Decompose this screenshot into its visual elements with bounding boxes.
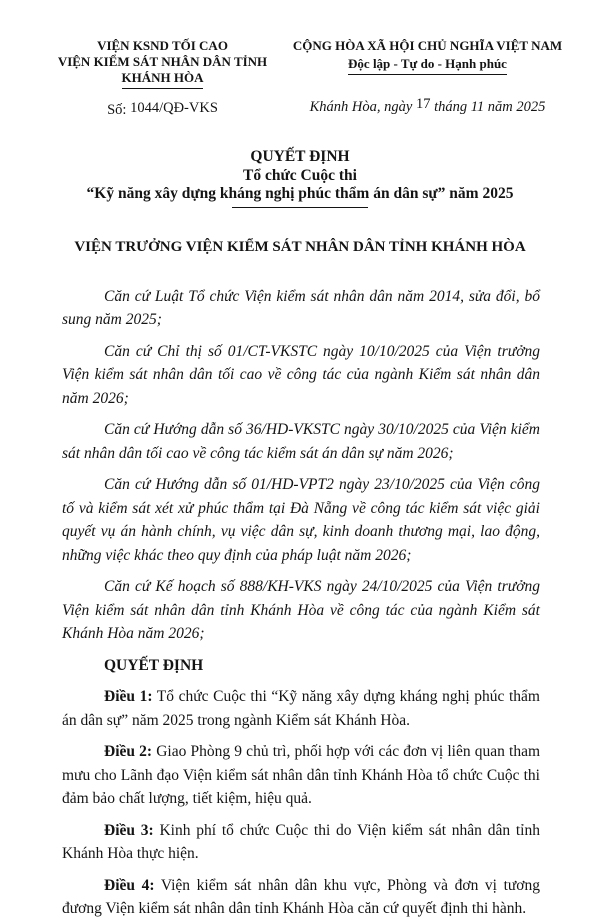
preamble-citation: Căn cứ Hướng dẫn số 01/HD-VPT2 ngày 23/10/2025 của Viện công tố và kiểm sát xét xử phúc thẩm tại Đà Nẵng về công tác kiểm sát việc giải quyết vụ án hành chính, vụ việc dân sự, kinh doanh thương mại, lao động, những việc khác theo quy định của pháp luật năm 2026;	[62, 476, 540, 564]
article-paragraph	[62, 819, 540, 866]
document-body	[0, 285, 600, 921]
preamble-citation: Căn cứ Hướng dẫn số 36/HD-VKSTC ngày 30/10/2025 của Viện kiểm sát nhân dân tối cao về công tác kiểm sát án dân sự năm 2026;	[62, 421, 540, 462]
document-type-title: QUYẾT ĐỊNH	[250, 148, 350, 165]
article-label: Điều 1:	[104, 688, 153, 705]
agency-province-underline: KHÁNH HÒA	[122, 70, 204, 89]
issue-date-line	[285, 96, 570, 116]
title-separator-line	[232, 207, 368, 208]
preamble-citation: Căn cứ Kế hoạch số 888/KH-VKS ngày 24/10/2025 của Viện trưởng Viện kiểm sát nhân dân tỉnh Khánh Hòa về công tác của ngành Kiểm sát Khánh Hòa năm 2026;	[62, 578, 540, 642]
issuing-agency-block	[40, 38, 285, 119]
document-number-value: 1044/QĐ-VKS	[130, 100, 218, 116]
article-text: Giao Phòng 9 chủ trì, phối hợp với các đơn vị liên quan tham mưu cho Lãnh đạo Viện kiểm sát nhân dân tỉnh Khánh Hòa tổ chức Cuộc thi đảm bảo chất lượng, tiết kiệm, hiệu quả.	[62, 743, 540, 807]
article-text: Kinh phí tổ chức Cuộc thi do Viện kiểm sát nhân dân tỉnh Khánh Hòa thực hiện.	[62, 821, 540, 862]
agency-province	[40, 70, 285, 89]
document-title-block	[0, 148, 600, 208]
article-label: Điều 2:	[104, 743, 153, 760]
preamble-citation: Căn cứ Luật Tổ chức Viện kiểm sát nhân dân năm 2014, sửa đổi, bổ sung năm 2025;	[62, 287, 540, 328]
article-paragraph	[62, 685, 540, 732]
decision-section-heading: QUYẾT ĐỊNH	[104, 656, 204, 674]
document-number-label: Số:	[107, 102, 127, 118]
article-label: Điều 3:	[104, 821, 154, 839]
article-paragraph	[62, 874, 540, 921]
national-title: CỘNG HÒA XÃ HỘI CHỦ NGHĨA VIỆT NAM	[292, 38, 563, 53]
national-motto-underline: Độc lập - Tự do - Hạnh phúc	[348, 56, 507, 75]
issue-date-suffix: tháng 11 năm 2025	[434, 99, 546, 115]
article-text: Tổ chức Cuộc thi “Kỹ năng xây dựng kháng nghị phúc thẩm án dân sự” năm 2025 trong ngành Kiểm sát Khánh Hòa.	[62, 688, 540, 729]
preamble-citation: Căn cứ Chỉ thị số 01/CT-VKSTC ngày 10/10/2025 của Viện trưởng Viện kiểm sát nhân dân tối cao về công tác của ngành Kiểm sát nhân dân năm 2026;	[62, 342, 540, 407]
article-label: Điều 4:	[104, 876, 155, 894]
agency-parent-name: VIỆN KSND TỐI CAO	[97, 38, 228, 53]
article-paragraph	[62, 740, 540, 811]
national-motto-block	[285, 38, 570, 119]
agency-name: VIỆN KIỂM SÁT NHÂN DÂN TỈNH	[57, 54, 268, 69]
issue-date-day: 17	[415, 96, 431, 112]
article-text: Viện kiểm sát nhân dân khu vực, Phòng và đơn vị tương đương Viện kiểm sát nhân dân tỉnh Khánh Hòa căn cứ quyết định thi hành.	[62, 876, 541, 917]
contest-name-title: “Kỹ năng xây dựng kháng nghị phúc thẩm án dân sự” năm 2025	[86, 185, 514, 202]
document-number-line	[40, 102, 285, 119]
deciding-authority-heading: VIỆN TRƯỞNG VIỆN KIỂM SÁT NHÂN DÂN TỈNH KHÁNH HÒA	[74, 238, 526, 255]
document-subtitle: Tổ chức Cuộc thi	[243, 166, 357, 184]
national-motto	[285, 56, 570, 75]
document-header	[0, 0, 600, 119]
issue-date-prefix: Khánh Hòa, ngày	[309, 99, 413, 115]
